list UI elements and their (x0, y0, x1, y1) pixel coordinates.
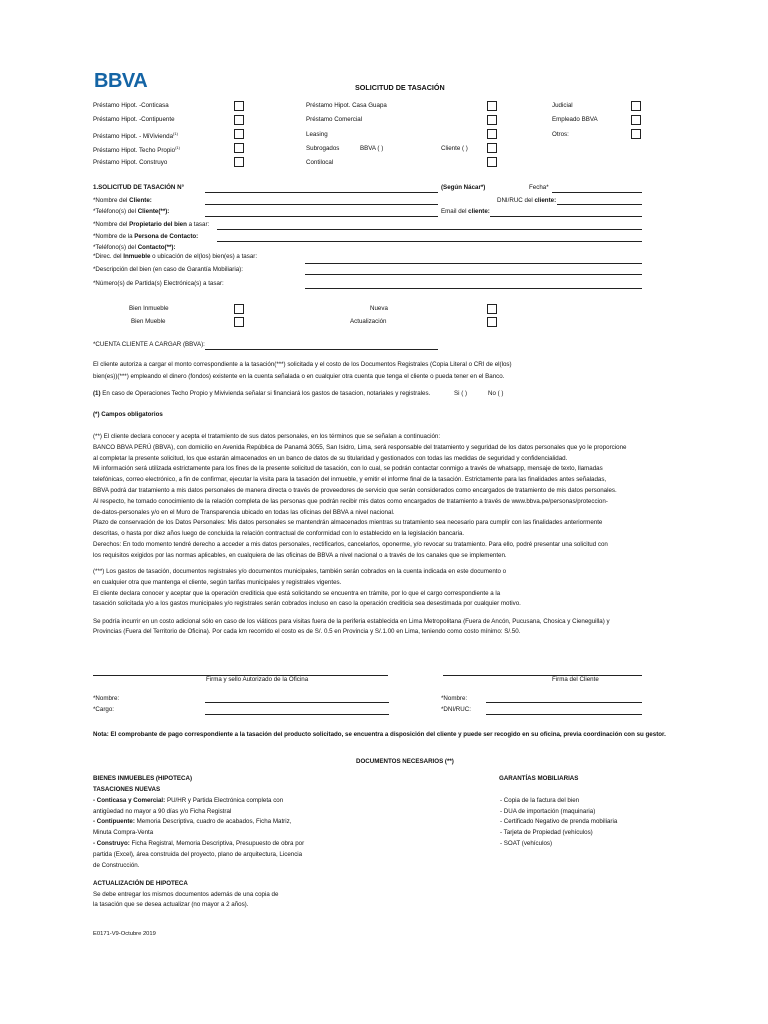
product-label: Contilocal (306, 159, 334, 166)
email-cliente-field[interactable] (490, 216, 642, 217)
contipuente-checkbox[interactable] (234, 115, 244, 125)
gastos-text (93, 567, 638, 610)
product-label: Empleado BBVA (552, 116, 598, 123)
partidas-label: *Número(s) de Partida(s) Electrónica(s) a tasar: (93, 280, 224, 287)
propietario-label: *Nombre del Propietario del bien a tasar: (93, 221, 210, 228)
text-line: Derechos: En todo momento tendré derecho a acceder a mis datos personales, rectificarlos, cancelarlos, oponerme, y/o revocar su tratamiento. Para ello, podré presentar una solicitud con (93, 540, 608, 548)
text-line: Plazo de conservación de los Datos Personales: Mis datos personales se mantendrán almacenados mientras su tratamiento sea necesario para cumplir con las finalidades anteriormente (93, 519, 603, 527)
descripcion-label: *Descripción del bien (en caso de Garantía Mobiliaria): (93, 266, 243, 273)
nombre-firmante-field[interactable] (486, 702, 642, 703)
nota-pago: Nota: El comprobante de pago correspondiente a la tasación del producto solicitado, se encuentra a disposición del cliente y puede ser recogido en su oficina, previa coordinación con su gestor. (93, 731, 666, 738)
doc-item: partida (Excel), área construida del proyecto, plano de arquitectura, Licencia (93, 851, 303, 858)
doc-item: - DUA de importación (maquinaria) (500, 808, 596, 815)
partidas-field[interactable] (305, 288, 642, 289)
doc-item: - Tarjeta de Propiedad (vehículos) (500, 829, 593, 836)
contacto-label: *Nombre de la Persona de Contacto: (93, 233, 199, 240)
text-line: Provincias (Fuera del Territorio de Oficina). Por cada km recorrido el costo es de S/. 0.5 en Provincia y S/.1.00 en Lima, teniendo como costo mínimo: S/.50. (93, 627, 521, 635)
subrogados-bbva-option[interactable]: BBVA ( ) (360, 145, 384, 152)
form-code: E0171-V9-Octubre 2019 (93, 931, 156, 937)
bien-inmueble-checkbox[interactable] (234, 304, 244, 314)
product-label: Préstamo Hipot. Construyo (93, 159, 168, 166)
firma-oficina-label: Firma y sello Autorizado de la Oficina (206, 676, 309, 683)
doc-item: la tasación que se desea actualizar (no mayor a 2 años). (93, 901, 249, 908)
nota-financiamiento: (1) En caso de Operaciones Techo Propio y Mivivienda señalar si financiará los gastos de tasacion, notariales y registrales. (93, 390, 431, 397)
text-line: al completar la presente solicitud, los que estarán almacenados en un banco de datos de su titularidad y gestionados con todas las medidas de seguridad y confidencialidad. (93, 454, 568, 462)
segun-nacar-label: (Según Nácar*) (441, 184, 486, 191)
nombre-cliente-field[interactable] (205, 204, 438, 205)
product-label: Subrogados (306, 145, 340, 152)
financia-no-option[interactable]: No ( ) (488, 390, 504, 397)
doc-item: - Copia de la factura del bien (500, 797, 580, 804)
mivivienda-checkbox[interactable] (234, 129, 244, 139)
text-line: los requisitos exigidos por las normas aplicables, en cualquiera de las oficinas de BBVA a nivel nacional o a través de los canales que se implementen. (93, 551, 507, 559)
bien-mueble-label: Bien Mueble (131, 318, 166, 325)
solicitud-number-label: 1.SOLICITUD DE TASACIÓN N° (93, 184, 185, 191)
autoriza-line: bien(es))(***) empleando el dinero (fondos) existente en la cuenta señalada o en cualquier otra cuenta que tenga el cliente o pueda tener en el Banco. (93, 373, 505, 380)
product-label: Préstamo Hipot. Casa Guapa (306, 102, 387, 109)
firma-cliente-line[interactable] (443, 675, 642, 676)
doc-item: - SOAT (vehículos) (500, 840, 553, 847)
text-line: telefónicas, correo electrónico, a fin de confirmar, ejecutar la visita para la tasación del inmueble, y emitir el informe final de la tasación. Estrictamente para las finalidades antes señaladas, (93, 476, 607, 484)
text-line: Se podría incurrir en un costo adicional sólo en caso de los viáticos para visitas fuera de la periferia establecida en Lima Metropolitana (Fuera de Ancón, Pucusana, Chosica y Cieneguilla) y (93, 618, 610, 625)
bien-inmueble-label: Bien Inmueble (129, 305, 169, 312)
product-label: Leasing (306, 131, 328, 138)
doc-item: - Contipuente: Memoria Descriptiva, cuadro de acabados, Ficha Matriz, (93, 818, 292, 825)
text-line: Al respecto, he tomado conocimiento de la relación completa de las personas que podrán recibir mis datos como encargados de tratamiento a través de www.bbva.pe/personas/proteccion- (93, 497, 608, 505)
documentos-title: DOCUMENTOS NECESARIOS (**) (356, 758, 454, 765)
nombre-oficina-field[interactable] (205, 702, 389, 703)
doc-item: de Construcción. (93, 862, 140, 869)
conticasa-checkbox[interactable] (234, 101, 244, 111)
direccion-label: *Direc. del Inmueble o ubicación de el(los) bien(es) a tasar: (93, 253, 258, 260)
financia-si-option[interactable]: Si ( ) (454, 390, 468, 397)
text-line: BANCO BBVA PERÚ (BBVA), con domicilio en Avenida República de Panamá 3055, San Isidro, Lima, será responsable del tratamiento y seguridad de los datos personales que yo le proporcione (93, 443, 627, 451)
doc-item: antigüedad no mayor a 90 días y/o Ficha Registral (93, 808, 232, 815)
cuenta-cargo-label: *CUENTA CLIENTE A CARGAR (BBVA): (93, 341, 205, 348)
text-line: El cliente declara conocer y aceptar que la operación crediticia que está solicitando se encuentra en trámite, por lo que el cargo correspondiente a la (93, 589, 501, 597)
datos-personales-text (93, 432, 638, 562)
product-label: Préstamo Hipot. -Contipuente (93, 116, 175, 123)
actualizacion-checkbox[interactable] (487, 317, 497, 327)
doc-item: Se debe entregar los mismos documentos además de una copia de (93, 891, 279, 898)
section-heading: ACTUALIZACIÓN DE HIPOTECA (93, 880, 188, 887)
judicial-checkbox[interactable] (631, 101, 641, 111)
product-label: Otros: (552, 131, 569, 138)
bbva-logo: BBVA (94, 70, 148, 92)
text-line: en cualquier otra que mantenga el cliente, según tarifas municipales y registrales vigentes. (93, 578, 342, 586)
text-line: (***) Los gastos de tasación, documentos registrales y/o documentos municipales, también serán cobrados en la cuenta indicada en este documento o (93, 568, 507, 575)
telefono-cliente-field[interactable] (205, 216, 438, 217)
empleado-bbva-checkbox[interactable] (631, 115, 641, 125)
doc-item: - Construyo: Ficha Registral, Memoria Descriptiva, Presupuesto de obra por (93, 840, 305, 847)
text-line: de-datos-personales y/o en el Muro de Transparencia ubicado en todas las oficinas del BBVA a nivel nacional. (93, 508, 395, 516)
descripcion-field[interactable] (305, 274, 642, 275)
comercial-checkbox[interactable] (487, 115, 497, 125)
doc-item: Minuta Compra-Venta (93, 829, 154, 836)
section-heading: TASACIONES NUEVAS (93, 786, 161, 793)
construyo-checkbox[interactable] (234, 157, 244, 167)
solicitud-number-field[interactable] (205, 192, 438, 193)
direccion-field[interactable] (305, 263, 642, 264)
dni-firmante-label: *DNI/RUC: (441, 706, 471, 713)
telefono-contacto-label: *Teléfono(s) del Contacto(**): (93, 244, 176, 251)
cargo-field[interactable] (205, 714, 389, 715)
viaticos-text (93, 617, 638, 636)
campos-obligatorios-note: (*) Campos obligatorios (93, 411, 163, 418)
autoriza-line: El cliente autoriza a cargar el monto correspondiente a la tasación(***) solicitada y el costo de los Documentos Registrales (Copia Literal o CRI de el(los) (93, 361, 512, 368)
cuenta-cargo-field[interactable] (205, 349, 438, 350)
doc-item: - Conticasa y Comercial: PU/HR y Partida Electrónica completa con (93, 797, 284, 804)
text-line: BBVA podrá dar tratamiento a mis datos personales de manera directa o través de proveedores de servicio que serán considerados como encargados de tratamiento de mis datos personales. (93, 486, 617, 494)
text-line: Mi información será utilizada estrictamente para los fines de la presente solicitud de tasación, con lo cual, se podrán contactar conmigo a través de whatsapp, mensaje de texto, llamadas (93, 465, 603, 473)
email-cliente-label: Email del cliente: (441, 208, 490, 215)
techo-propio-checkbox[interactable] (234, 143, 244, 153)
casa-guapa-checkbox[interactable] (487, 101, 497, 111)
dni-cliente-label: DNI/RUC del cliente: (497, 197, 557, 204)
bien-mueble-checkbox[interactable] (234, 317, 244, 327)
firma-cliente-label: Firma del Cliente (552, 676, 599, 683)
propietario-field[interactable] (217, 229, 642, 230)
cargo-label: *Cargo: (93, 706, 114, 713)
text-line: descritas, o hasta por diez años luego de concluida la relación contractual de conformidad con lo establecido en la legislación bancaria. (93, 530, 465, 538)
section-heading: GARANTÍAS MOBILIARIAS (499, 775, 579, 782)
product-label: Préstamo Hipot. Techo Propio$^{(1)}$ (93, 145, 180, 155)
text-line: tasación solicitada y/o a los gastos municipales y/o registrales serán cobrados incluso en caso la operación crediticia sea desestimada por cualquier motivo. (93, 600, 521, 608)
nueva-label: Nueva (370, 305, 388, 312)
subrogados-checkbox[interactable] (487, 143, 497, 153)
telefono-cliente-label: *Teléfono(s) del Cliente(**): (93, 208, 170, 215)
nombre-firmante-label: *Nombre: (441, 695, 468, 702)
product-label: Préstamo Hipot. - MiVivienda$^{(1)}$ (93, 131, 178, 141)
subrogados-cliente-option[interactable]: Cliente ( ) (441, 145, 468, 152)
fecha-label: Fecha* (529, 184, 549, 191)
product-label: Préstamo Comercial (306, 116, 363, 123)
section-heading: BIENES INMUEBLES (HIPOTECA) (93, 775, 193, 782)
doc-item: - Certificado Negativo de prenda mobiliaria (500, 818, 618, 825)
text-line: (**) El cliente declara conocer y acepta el tratamiento de sus datos personales, en los términos que se señalan a continuación: (93, 433, 441, 440)
dni-cliente-field[interactable] (557, 204, 642, 205)
fecha-field[interactable] (552, 192, 642, 193)
contacto-field[interactable] (217, 241, 642, 242)
product-label: Préstamo Hipot. -Conticasa (93, 102, 169, 109)
nombre-cliente-label: *Nombre del Cliente: (93, 197, 152, 204)
leasing-checkbox[interactable] (487, 129, 497, 139)
product-label: Judicial (552, 102, 573, 109)
otros-checkbox[interactable] (631, 129, 641, 139)
document-title: SOLICITUD DE TASACIÓN (355, 83, 445, 92)
dni-firmante-field[interactable] (486, 714, 642, 715)
nombre-oficina-label: *Nombre: (93, 695, 120, 702)
actualizacion-label: Actualización (350, 318, 387, 325)
nueva-checkbox[interactable] (487, 304, 497, 314)
contilocal-checkbox[interactable] (487, 157, 497, 167)
